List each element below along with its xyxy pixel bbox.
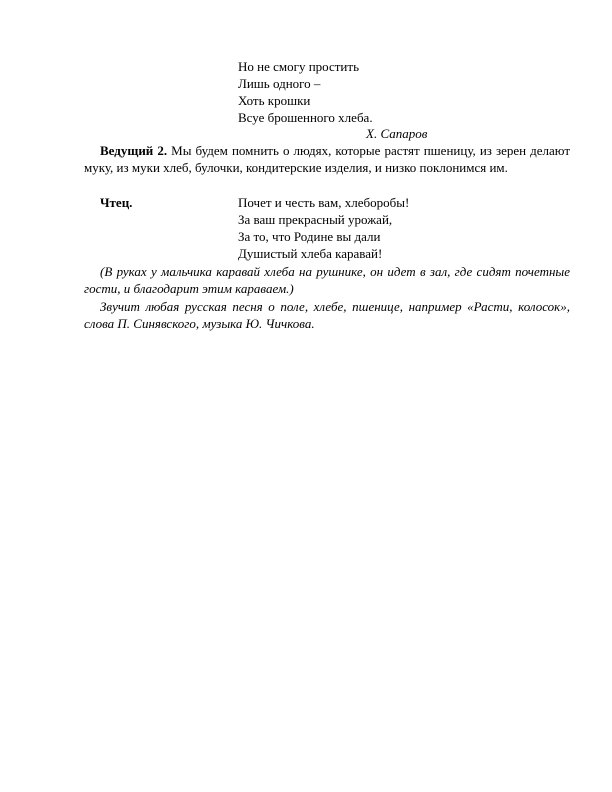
reader-verse-line: За ваш прекрасный урожай,	[238, 212, 393, 227]
host-speech-text: Мы будем помнить о людях, которые растят пшеницу, из зерен делают муку, из муки хлеб, булочки, кондитерские изделия, и низко поклонимся им.	[84, 143, 570, 175]
poem-author: Х. Сапаров	[366, 126, 428, 141]
poem-line: Лишь одного –	[238, 76, 321, 91]
stage-direction-song: Звучит любая русская песня о поле, хлебе, пшенице, например «Расти, колосок», слова П. Синявского, музыка Ю. Чичкова.	[84, 299, 570, 331]
reader-label: Чтец.	[100, 195, 133, 210]
reader-verse-line: Душистый хлеба каравай!	[238, 246, 383, 261]
host-speaker-label: Ведущий 2.	[100, 143, 168, 158]
host-speech-paragraph	[84, 142, 570, 176]
reader-verse-line: За то, что Родине вы дали	[238, 229, 381, 244]
reader-verse-line: Почет и честь вам, хлеборобы!	[238, 195, 410, 210]
poem-line: Хоть крошки	[238, 93, 311, 108]
poem-line: Всуе брошенного хлеба.	[238, 110, 373, 125]
poem-line: Но не смогу простить	[238, 59, 359, 74]
stage-direction: (В руках у мальчика каравай хлеба на рушнике, он идет в зал, где сидят почетные гости, и благодарит этим караваем.)	[84, 264, 570, 296]
